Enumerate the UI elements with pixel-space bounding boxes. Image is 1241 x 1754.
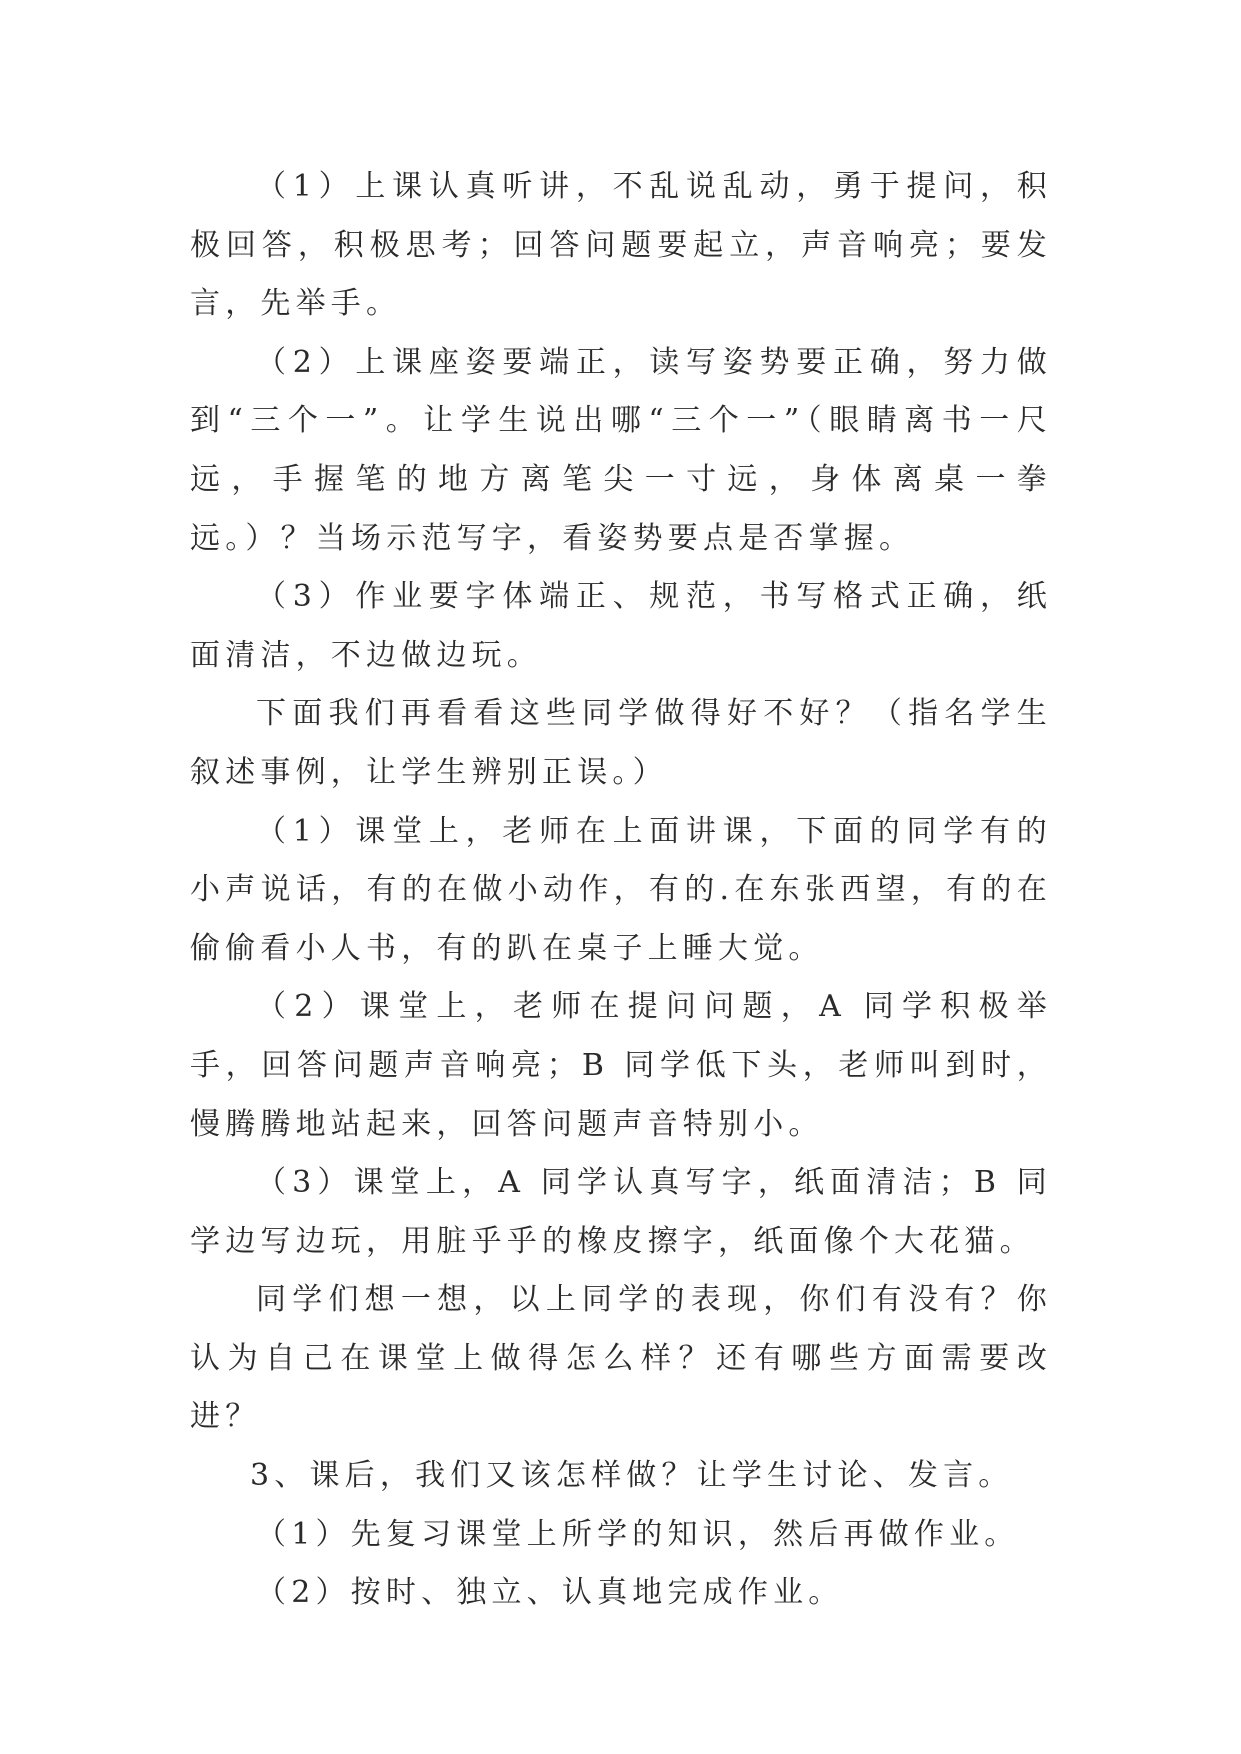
paragraph-review-prompt: 下面我们再看看这些同学做得好不好？（指名学生叙述事例，让学生辨别正误。） xyxy=(190,696,1052,790)
paragraph-after-class-heading: 3、课后，我们又该怎样做？让学生讨论、发言。 xyxy=(250,1458,1014,1494)
paragraph-reflection: 同学们想一想，以上同学的表现，你们有没有？你认为自己在课堂上做得怎么样？还有哪些方面需要改进？ xyxy=(190,1282,1052,1435)
paragraph-class-rule-2: （2）上课座姿要端正，读写姿势要正确，努力做到“三个一”。让学生说出哪“三个一”（眼睛离书一尺远，手握笔的地方离笔尖一寸远，身体离桌一拳远。）？当场示范写字，看姿势要点是否掌握。 xyxy=(190,344,1052,556)
paragraph-class-rule-3: （3）作业要字体端正、规范，书写格式正确，纸面清洁，不边做边玩。 xyxy=(190,579,1052,673)
document-body xyxy=(190,158,1052,1623)
paragraph-after-class-1: （1）先复习课堂上所学的知识，然后再做作业。 xyxy=(256,1516,1020,1552)
paragraph-example-3: （3）课堂上，A 同学认真写字，纸面清洁；B 同学边写边玩，用脏乎乎的橡皮擦字，纸面像个大花猫。 xyxy=(190,1165,1052,1259)
paragraph-after-class-2: （2）按时、独立、认真地完成作业。 xyxy=(256,1575,844,1611)
paragraph-example-2: （2）课堂上，老师在提问问题，A 同学积极举手，回答问题声音响亮；B 同学低下头，老师叫到时，慢腾腾地站起来，回答问题声音特别小。 xyxy=(190,989,1052,1142)
paragraph-class-rule-1: （1）上课认真听讲，不乱说乱动，勇于提问，积极回答，积极思考；回答问题要起立，声音响亮；要发言，先举手。 xyxy=(190,169,1052,322)
paragraph-example-1: （1）课堂上，老师在上面讲课，下面的同学有的小声说话，有的在做小动作，有的.在东张西望，有的在偷偷看小人书，有的趴在桌子上睡大觉。 xyxy=(190,813,1052,966)
